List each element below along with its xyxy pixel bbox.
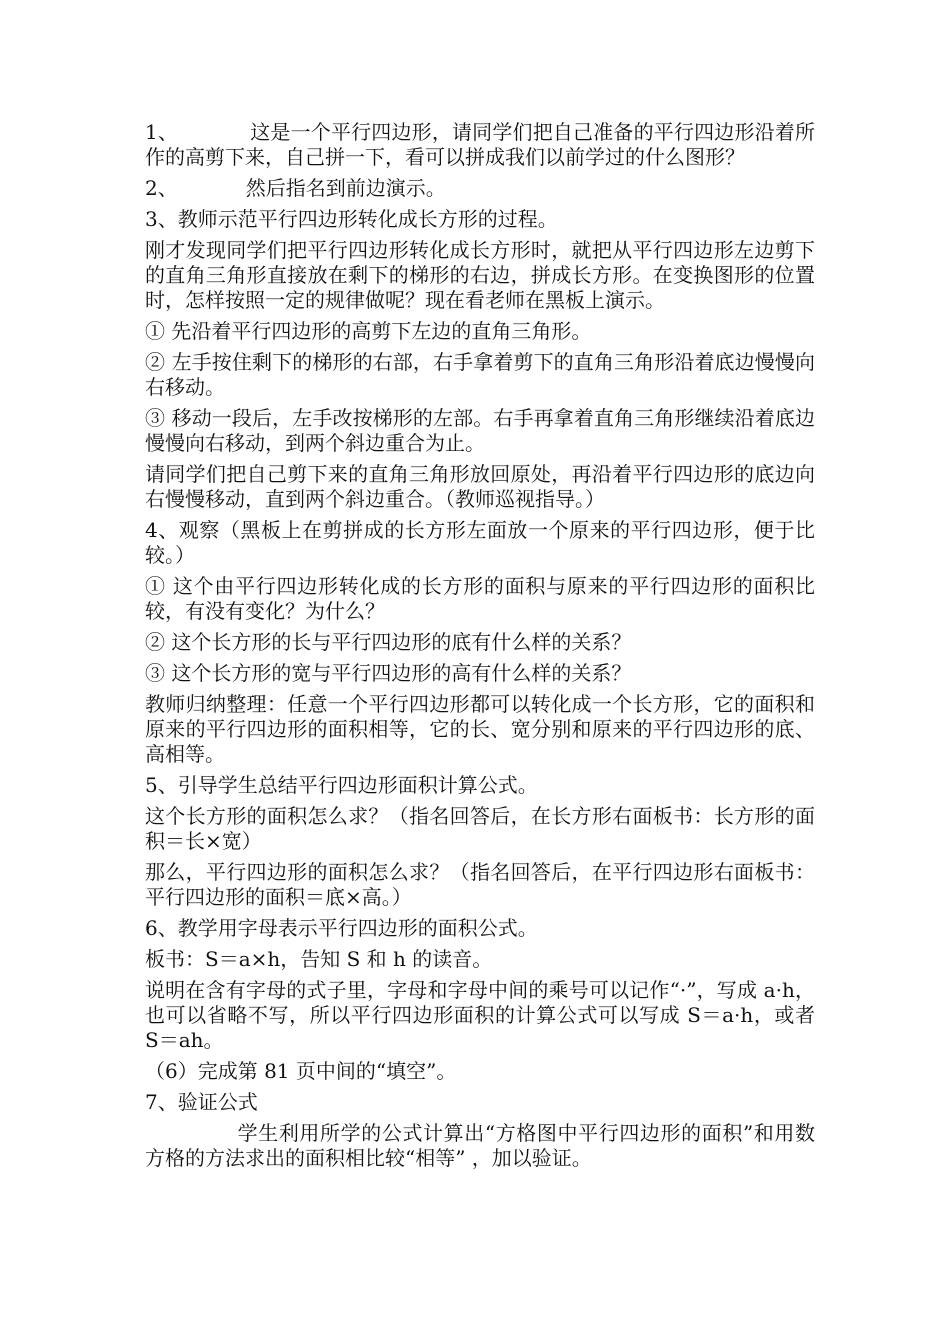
paragraph-8: 请同学们把自己剪下来的直角三角形放回原处，再沿着平行四边形的底边向右慢慢移动，直到两个斜边重合。（教师巡视指导。）	[145, 462, 815, 511]
paragraph-16: 那么，平行四边形的面积怎么求？（指名回答后，在平行四边形右面板书：平行四边形的面积＝底×高。）	[145, 860, 815, 909]
paragraph-12: ③ 这个长方形的宽与平行四边形的高有什么样的关系？	[145, 661, 632, 685]
paragraph-18: 板书：S＝a×h，告知 S 和 h 的读音。	[145, 947, 493, 971]
paragraph-2	[145, 176, 815, 201]
paragraph-6: ② 左手按住剩下的梯形的右部，右手拿着剪下的直角三角形沿着底边慢慢向右移动。	[145, 350, 815, 399]
paragraph-7: ③ 移动一段后，左手改按梯形的左部。右手再拿着直角三角形继续沿着底边慢慢向右移动，到两个斜边重合为止。	[145, 406, 815, 455]
paragraph-17: 6、教学用字母表示平行四边形的面积公式。	[145, 916, 538, 940]
paragraph-22	[145, 1121, 815, 1171]
paragraph-9: 4、观察（黑板上在剪拼成的长方形左面放一个原来的平行四边形，便于比较。）	[145, 518, 815, 567]
paragraph-number: 2、	[145, 176, 178, 200]
paragraph-text: 这是一个平行四边形，请同学们把自己准备的平行四边形沿着所作的高剪下来，自己拼一下，看可以拼成我们以前学过的什么图形？	[145, 120, 815, 169]
paragraph-5: ① 先沿着平行四边形的高剪下左边的直角三角形。	[145, 319, 592, 343]
paragraph-11: ② 这个长方形的长与平行四边形的底有什么样的关系？	[145, 630, 632, 654]
document-body	[145, 120, 815, 1177]
paragraph-text: 学生利用所学的公式计算出“方格图中平行四边形的面积”和用数方格的方法求出的面积相比较“相等” ，加以验证。	[145, 1121, 815, 1170]
paragraph-text: 然后指名到前边演示。	[245, 176, 446, 200]
paragraph-10: ① 这个由平行四边形转化成的长方形的面积与原来的平行四边形的面积比较，有没有变化？为什么？	[145, 574, 815, 623]
paragraph-13: 教师归纳整理：任意一个平行四边形都可以转化成一个长方形，它的面积和原来的平行四边形的面积相等，它的长、宽分别和原来的平行四边形的底、高相等。	[145, 692, 815, 766]
paragraph-15: 这个长方形的面积怎么求？（指名回答后，在长方形右面板书：长方形的面积＝长×宽）	[145, 804, 815, 853]
paragraph-20: （6）完成第 81 页中间的“填空”。	[145, 1059, 457, 1083]
paragraph-14: 5、引导学生总结平行四边形面积计算公式。	[145, 773, 538, 797]
paragraph-3: 3、教师示范平行四边形转化成长方形的过程。	[145, 207, 558, 231]
paragraph-19: 说明在含有字母的式子里，字母和字母中间的乘号可以记作“·”，写成 a·h，也可以省略不写，所以平行四边形面积的计算公式可以写成 S＝a·h，或者 S＝ah。	[145, 978, 815, 1052]
paragraph-4: 刚才发现同学们把平行四边形转化成长方形时，就把从平行四边形左边剪下的直角三角形直接放在剩下的梯形的右边，拼成长方形。在变换图形的位置时，怎样按照一定的规律做呢？现在看老师在黑板上演示。	[145, 238, 815, 312]
paragraph-21: 7、验证公式	[145, 1090, 258, 1114]
paragraph-number: 1、	[145, 120, 179, 144]
paragraph-1	[145, 120, 815, 170]
